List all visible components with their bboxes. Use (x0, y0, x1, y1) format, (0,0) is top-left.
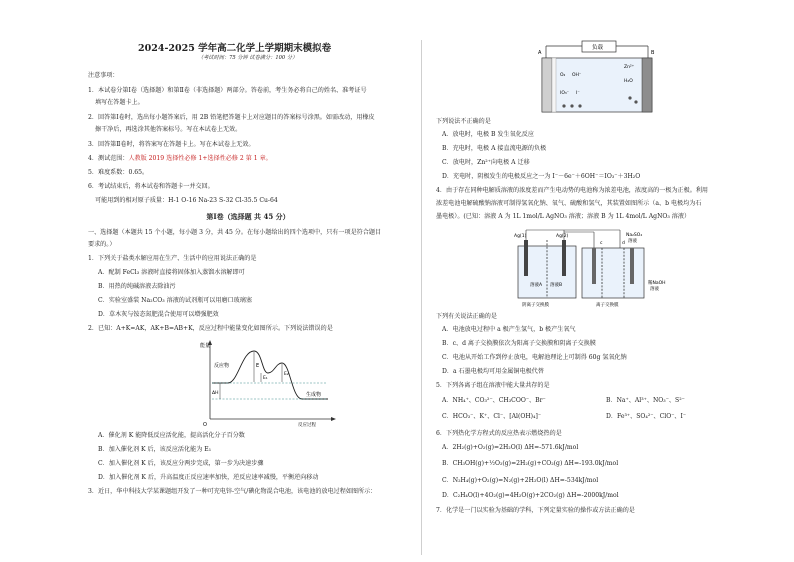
option: A．NH₄⁺、CO₃²⁻、CH₃COO⁻、Br⁻ (442, 397, 546, 404)
option: C．电池从开始工作到停止放电，电解池理论上可制得 60g 氢氧化钠 (442, 354, 627, 361)
test-scope-text: 人教版 2019 选择性必修 1+选择性必修 2 第 1 章。 (128, 155, 272, 162)
species-zn: Zn²⁺ (624, 65, 635, 70)
note-item: 5．难度系数：0.65。 (88, 169, 149, 176)
option: D．C₂H₄O(l)+4O₂(g)=4H₂O(g)+2CO₂(g) ΔH=-2000kJ/mol (442, 492, 619, 499)
particle (634, 100, 637, 103)
question-4-stem: 浓差电池电解硫酸钠溶液可制得氢氧化钠、氧气、硫酸和氢气，其装置如图所示（a、b 电极均为石 (436, 200, 702, 207)
note-item: 填写在答题卡上。 (95, 99, 144, 106)
particle (628, 96, 631, 99)
right-column (428, 0, 768, 562)
products-label: 生成物 (306, 392, 322, 398)
option: A．催化剂 K 能降低反应活化能，提高活化分子百分数 (98, 432, 245, 439)
ag2-label: Ag(2) (556, 234, 569, 239)
option: D．充电时，阴极发生的电极反应之一为 I⁻－6e⁻＋6OH⁻＝IO₃⁻＋3H₂O (442, 173, 641, 180)
section-heading: 第Ⅰ卷（选择题 共 45 分） (206, 212, 290, 221)
ag1-label: Ag(1) (514, 234, 527, 239)
note-item: 6．考试结束后，将本试卷和答题卡一并交回。 (88, 183, 214, 190)
anion-membrane-label: 阴离子交换膜 (522, 303, 549, 308)
option: D．a 石墨电极均可用金属铜电极代替 (442, 368, 544, 375)
question-2-stem: 2．已知：A+K=AK，AK+B=AB+K，反应过程中能量变化如图所示。下列说法错误的是 (88, 325, 333, 332)
na2so4-sub-label: 溶液 (628, 239, 637, 244)
notes-heading: 注意事项： (88, 72, 119, 79)
option: B．用热的纯碱溶液去除油污 (98, 283, 176, 290)
option: A．电池放电过程中 a 极产生氢气，b 极产生氧气 (442, 326, 576, 333)
section-intro: 一、选择题（本题共 15 个小题，每小题 3 分，共 45 分。在每小题给出的四个选项中，只有一项是符合题目 (88, 229, 382, 236)
option: C．实验室盛装 Na₂CO₃ 溶液的试剂瓶可以用磨口玻璃塞 (98, 297, 252, 304)
solution-a-label: 溶液A (530, 283, 543, 288)
species-i: I⁻ (576, 91, 580, 96)
ag2-electrode (562, 240, 566, 276)
exam-info: （考试时间：75 分钟 试卷满分：100 分） (198, 55, 298, 61)
species-o2: O₂ (560, 73, 566, 78)
question-4-substem: 下列有关说法正确的是 (436, 313, 497, 320)
option: A．2H₂(g)+O₂(g)=2H₂O(l) ΔH=-571.6kJ/mol (442, 444, 579, 451)
question-5-stem: 5．下列各离子组在溶液中能大量共存的是 (436, 382, 550, 389)
atomic-masses: 可能用到的相对原子质量：H-1 O-16 Na-23 S-32 Cl-35.5 Cu-64 (95, 197, 278, 204)
note-item: 3．回答第Ⅱ卷时，将答案写在答题卡上。写在本试卷上无效。 (88, 141, 255, 148)
option: A．放电时，电极 B 发生氧化反应 (442, 131, 534, 138)
origin-label: O (203, 422, 207, 427)
y-axis-label: 能量 (200, 343, 211, 349)
question-6-stem: 6．下列热化学方程式的反应热表示燃烧热的是 (436, 430, 562, 437)
naoh-label: 稀NaOH (648, 281, 666, 286)
load-label: 负载 (592, 45, 604, 51)
option: D．Fe³⁺、SO₄²⁻、ClO⁻、I⁻ (606, 413, 687, 420)
particle (578, 104, 581, 107)
question-7-stem: 7．化学是一门以实验为基础的学科，下列定量实验的操作或方法正确的是 (436, 507, 635, 514)
option: B．CH₃OH(g)+½O₂(g)=2H₂(g)+CO₂(g) ΔH=-193.0kJ/mol (442, 460, 619, 467)
ag1-electrode (524, 240, 528, 276)
electrode-b (642, 58, 652, 112)
reactants-label: 反应物 (214, 363, 230, 369)
membrane-d-label: d (622, 241, 625, 246)
question-4-stem: 墨电极）。(已知：溶液 A 为 1L 1mol/L AgNO₃ 溶液；溶液 B 为 1L 4mol/L AgNO₃ 溶液） (436, 213, 691, 220)
option: D．加入催化剂 K 后，升高温度正反应速率加快，逆反应速率减慢，平衡逆向移动 (98, 474, 319, 481)
particle (570, 104, 573, 107)
option: B．充电时，电极 A 接直流电源的负极 (442, 145, 547, 152)
battery-figure (530, 38, 660, 116)
e1-label: E₁ (263, 376, 268, 381)
option: C．N₂H₄(g)+O₂(g)=N₂(g)+2H₂O(l) ΔH=-534kJ/mol (442, 477, 599, 484)
naoh-sub-label: 溶液 (650, 287, 659, 292)
membrane-c-label: c (600, 241, 603, 246)
electrode-a-label: A (538, 50, 542, 56)
species-oh: OH⁻ (572, 73, 582, 78)
option: C．放电时，Zn²⁺向电极 A 迁移 (442, 159, 530, 166)
e-label: E (256, 363, 260, 369)
test-scope (88, 155, 272, 163)
cell-container (542, 58, 652, 112)
option: B．c、d 离子交换膜依次为阳离子交换膜和阴离子交换膜 (442, 340, 596, 347)
x-axis-label: 反应过程 (298, 423, 316, 427)
note-item: 擦干净后，再选涂其他答案标号。写在本试卷上无效。 (95, 126, 242, 133)
particle (562, 104, 565, 107)
test-scope-label: 4．测试范围： (88, 155, 129, 162)
option: B．加入催化剂 K 后，该反应活化能为 E₁ (98, 446, 212, 453)
question-3-stem: 3．近日，华中科技大学某课题组开发了一种可充电锌-空气/碘化物混合电池，该电池的放电过程如图所示： (88, 488, 377, 495)
energy-diagram (198, 337, 338, 427)
dh-label: ΔH (212, 391, 219, 396)
species-io3: IO₃⁻ (560, 91, 570, 96)
note-item: 2．回答第Ⅰ卷时，选出每小题答案后，用 2B 铅笔把答题卡上对应题目的答案标号涂黑。如需改动，用橡皮 (88, 114, 375, 121)
option: D．草木灰与铵态氮肥混合使用可以增强肥效 (98, 311, 219, 318)
e2-label: E₂ (284, 372, 289, 377)
left-column (78, 0, 418, 562)
x-axis-arrow (331, 417, 336, 421)
electrode-b-label: B (651, 50, 655, 56)
ion-membrane-label: 离子交换膜 (596, 303, 619, 308)
electrode-a-graphite (592, 248, 596, 284)
porous-layer (552, 58, 556, 112)
na2so4-label: Na₂SO₄ (626, 233, 643, 238)
page-title: 2024-2025 学年高二化学上学期期末模拟卷 (138, 43, 332, 54)
electrode-b-graphite (630, 248, 634, 284)
concentration-cell-figure (512, 226, 722, 308)
option: C．HCO₃⁻、K⁺、Cl⁻、[Al(OH)₄]⁻ (442, 413, 542, 420)
option: B．Na⁺、Al³⁺、NO₃⁻、S²⁻ (606, 397, 685, 404)
option: C．加入催化剂 K 后，该反应分两步完成，第一步为决速步骤 (98, 460, 264, 467)
column-divider (421, 40, 422, 555)
question-4-stem: 4．由于存在同种电解质溶液的浓度差而产生电动势的电池称为浓差电池，浓度高的一极为正极。利用 (436, 187, 709, 194)
question-3-substem: 下列说法不正确的是 (436, 118, 491, 125)
solution-b-label: 溶液B (550, 283, 563, 288)
section-intro: 要求的。） (88, 241, 116, 248)
electrode-a (542, 58, 552, 112)
question-1-stem: 1．下列关于盐类水解应用在生产、生活中的应用说法正确的是 (88, 255, 257, 262)
electrolysis-cell (582, 248, 644, 298)
species-h2o: H₂O (624, 79, 633, 84)
option: A．配制 FeCl₃ 溶液时直接将固体加入蒸馏水溶解即可 (98, 269, 245, 276)
note-item: 1．本试卷分第Ⅰ卷（选择题）和第Ⅱ卷（非选择题）两部分。答卷前，考生务必将自己的姓名、准考证号 (88, 87, 367, 94)
